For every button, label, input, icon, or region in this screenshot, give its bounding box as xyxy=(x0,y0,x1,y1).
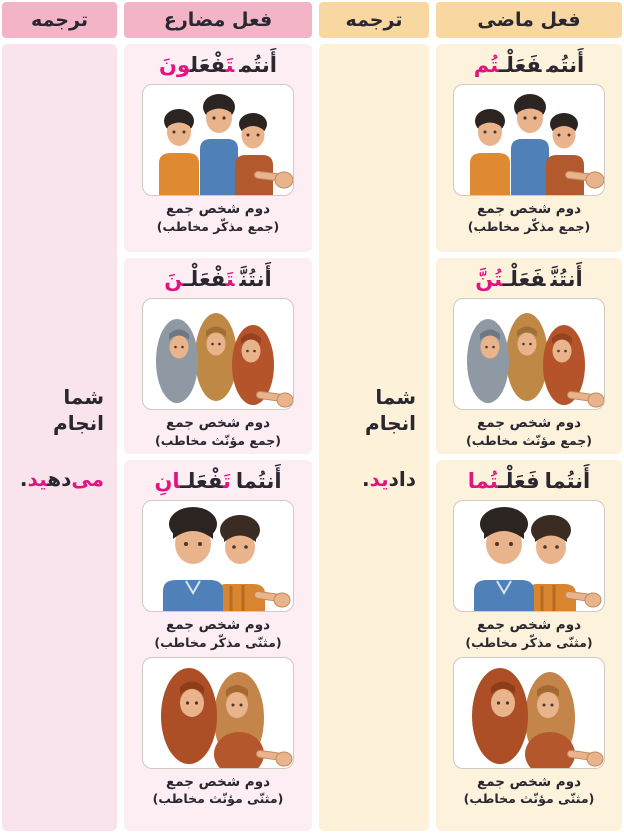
caption-primary: دوم شخص جمع xyxy=(476,617,582,634)
past-row-plural-fem xyxy=(436,258,622,454)
caption-secondary: (جمع مذکّر مخاطب) xyxy=(467,218,591,234)
past-row-dual xyxy=(436,460,622,831)
verb-word xyxy=(475,267,545,291)
present-row-plural-fem xyxy=(124,258,312,454)
past-translation-header: ترجمه xyxy=(319,2,429,38)
translation-line2 xyxy=(15,466,104,492)
verb-prefix: تَ xyxy=(225,53,235,77)
verb-pronoun: أَنتُم xyxy=(546,53,585,77)
two-boys-illustration xyxy=(142,500,294,612)
three-boys-illustration xyxy=(453,84,605,196)
three-women-illustration xyxy=(453,298,605,410)
three-boys-svg xyxy=(454,85,604,195)
verb-word xyxy=(468,469,540,493)
verb-pronoun: أَنتُم xyxy=(239,53,277,77)
caption-primary: دوم شخص جمع xyxy=(165,773,271,790)
past-translation-cell xyxy=(319,44,429,831)
verb-word xyxy=(474,53,542,77)
verb-phrase xyxy=(475,265,582,294)
column-past-translation xyxy=(319,2,429,831)
caption-primary: دوم شخص جمع xyxy=(476,201,582,218)
translation-verb-dark: داد xyxy=(388,466,416,491)
verb-pronoun: أَنتُنَّ xyxy=(239,267,272,291)
column-past-verbs xyxy=(436,2,622,831)
past-verb-header: فعل ماضی xyxy=(436,2,622,38)
present-verb-header: فعل مضارع xyxy=(124,2,312,38)
verb-pronoun: أَنتُما xyxy=(544,469,591,493)
two-women-svg xyxy=(143,658,293,768)
column-present-verbs xyxy=(124,2,312,831)
caption-primary: دوم شخص جمع xyxy=(476,415,582,432)
caption-primary: دوم شخص جمع xyxy=(476,773,582,790)
verb-pronoun: أَنتُنَّ xyxy=(550,267,583,291)
translation-line1: شما انجام xyxy=(365,384,416,435)
verb-suffix: انِ xyxy=(154,469,181,493)
past-row-plural-masc xyxy=(436,44,622,252)
verb-suffix: تُنَّ xyxy=(475,267,503,291)
caption-secondary: (جمع مذکّر مخاطب) xyxy=(156,218,280,234)
three-women-illustration xyxy=(142,298,294,410)
verb-phrase xyxy=(468,467,591,496)
verb-suffix: ونَ xyxy=(159,53,191,77)
caption-secondary: (مثنّی مؤنّث مخاطب) xyxy=(152,791,284,807)
translation-period: . xyxy=(361,466,370,491)
verb-suffix: تُما xyxy=(467,469,499,493)
caption-primary: دوم شخص جمع xyxy=(165,617,271,634)
column-present-translation xyxy=(2,2,117,831)
two-women-illustration xyxy=(453,657,605,769)
present-row-dual xyxy=(124,460,312,831)
present-translation-cell xyxy=(2,44,117,831)
verb-stem: فَعَلْـ xyxy=(502,267,546,291)
caption-primary: دوم شخص جمع xyxy=(165,415,271,432)
verb-pronoun: أَنتُما xyxy=(235,469,282,493)
caption-secondary: (مثنّی مذکّر مخاطب) xyxy=(465,634,593,650)
translation-verb-dark: ده xyxy=(47,466,72,491)
present-row-plural-masc xyxy=(124,44,312,252)
verb-stem: فَعَلْـ xyxy=(498,469,540,493)
verb-word xyxy=(164,267,234,291)
verb-stem: فْعَلْـ xyxy=(183,267,226,291)
three-boys-svg xyxy=(143,85,293,195)
translation-verb-highlight: ید xyxy=(369,466,389,491)
three-boys-illustration xyxy=(142,84,294,196)
verb-phrase xyxy=(159,51,277,80)
verb-phrase xyxy=(154,467,281,496)
verb-stem: فَعَلْـ xyxy=(498,53,542,77)
verb-stem: فْعَل xyxy=(190,53,226,77)
caption-secondary: (جمع مؤنّث مخاطب) xyxy=(155,432,282,448)
caption-primary: دوم شخص جمع xyxy=(165,201,271,218)
verb-phrase xyxy=(474,51,585,80)
translation-verb-highlight: ید xyxy=(27,466,48,491)
verb-word xyxy=(154,469,230,493)
verb-stem: فْعَلـ xyxy=(180,469,224,493)
caption-secondary: (مثنّی مذکّر مخاطب) xyxy=(154,634,282,650)
two-women-illustration xyxy=(142,657,294,769)
verb-prefix: تَ xyxy=(225,267,235,291)
verb-suffix: تُم xyxy=(473,53,499,77)
translation-line1: شما انجام xyxy=(53,384,104,435)
verb-prefix: تَ xyxy=(223,469,231,493)
two-boys-svg xyxy=(454,501,604,611)
two-boys-illustration xyxy=(453,500,605,612)
verb-suffix: نَ xyxy=(164,267,184,291)
caption-secondary: (جمع مؤنّث مخاطب) xyxy=(466,432,593,448)
three-women-svg xyxy=(143,299,293,409)
verb-phrase xyxy=(164,265,271,294)
caption-secondary: (مثنّی مؤنّث مخاطب) xyxy=(463,791,595,807)
two-women-svg xyxy=(454,658,604,768)
verb-word xyxy=(159,53,234,77)
translation-line2 xyxy=(332,466,416,492)
two-boys-svg xyxy=(143,501,293,611)
three-women-svg xyxy=(454,299,604,409)
present-translation-header: ترجمه xyxy=(2,2,117,38)
translation-period: . xyxy=(19,466,28,491)
translation-prefix-highlight: می‌ xyxy=(71,466,104,491)
